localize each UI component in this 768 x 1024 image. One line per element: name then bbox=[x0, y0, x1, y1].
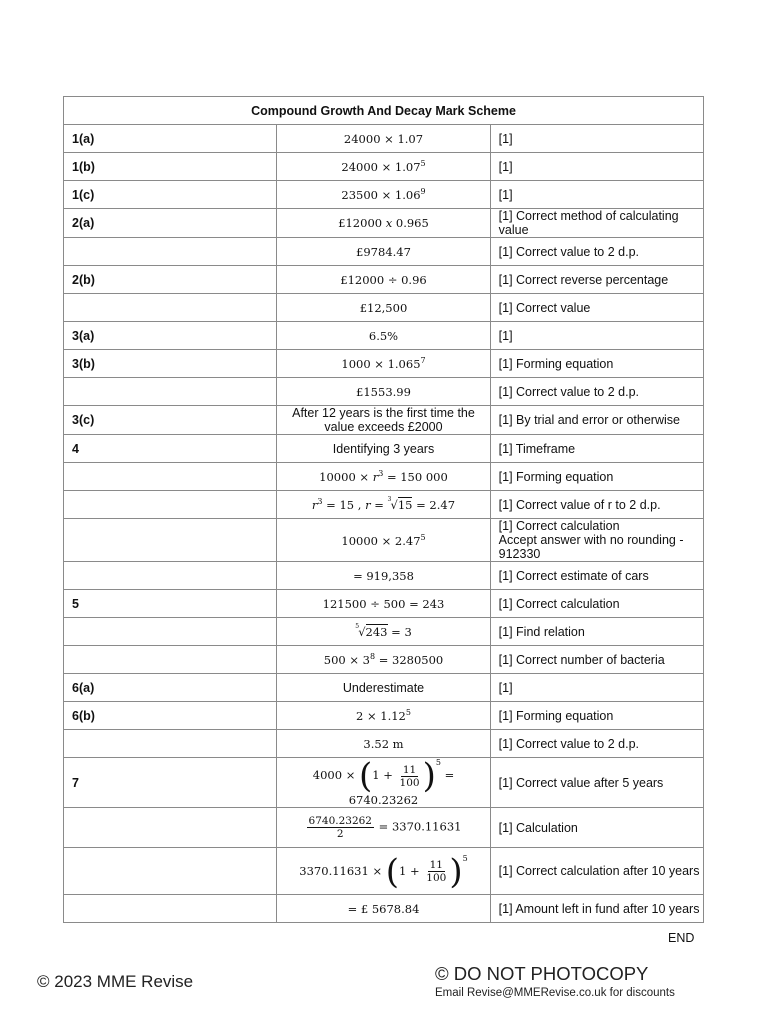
mark-cell: [1] bbox=[490, 674, 703, 702]
table-row bbox=[64, 519, 704, 562]
mark-cell: [1] Forming equation bbox=[490, 702, 703, 730]
mark-cell: [1] Correct reverse percentage bbox=[490, 266, 703, 294]
working-cell: = £ 5678.84 bbox=[277, 895, 490, 923]
question-number bbox=[64, 646, 277, 674]
mark-cell: [1] Correct value of r to 2 d.p. bbox=[490, 491, 703, 519]
mark-cell: [1] Correct value to 2 d.p. bbox=[490, 730, 703, 758]
working-cell: 121500 ÷ 500 = 243 bbox=[277, 590, 490, 618]
table-row bbox=[64, 350, 704, 378]
discount-email-notice: Email Revise@MMERevise.co.uk for discounts bbox=[435, 987, 675, 999]
table-row bbox=[64, 406, 704, 435]
working-cell: 5 √243 = 3 bbox=[277, 618, 490, 646]
working-cell: £1553.99 bbox=[277, 378, 490, 406]
question-number: 1(a) bbox=[64, 125, 277, 153]
working-cell: After 12 years is the first time the value exceeds £2000 bbox=[277, 406, 490, 435]
question-number: 5 bbox=[64, 590, 277, 618]
mark-cell: [1] Correct value to 2 d.p. bbox=[490, 378, 703, 406]
mark-cell bbox=[490, 519, 703, 562]
mark-cell: [1] Correct method of calculating value bbox=[490, 209, 703, 238]
working-cell: £12000 x 0.965 bbox=[277, 209, 490, 238]
question-number: 2(a) bbox=[64, 209, 277, 238]
mark-cell: [1] bbox=[490, 153, 703, 181]
working-cell: $10000 \times r^3 = 150$ 000 bbox=[277, 463, 490, 491]
question-number bbox=[64, 294, 277, 322]
table-title: Compound Growth And Decay Mark Scheme bbox=[64, 97, 704, 125]
question-number: 7 bbox=[64, 758, 277, 808]
working-cell: Identifying 3 years bbox=[277, 435, 490, 463]
mark-cell: [1] By trial and error or otherwise bbox=[490, 406, 703, 435]
table-row bbox=[64, 181, 704, 209]
mark-cell: [1] Amount left in fund after 10 years bbox=[490, 895, 703, 923]
working-cell: = 919,358 bbox=[277, 562, 490, 590]
mark-cell: [1] Correct estimate of cars bbox=[490, 562, 703, 590]
working-cell: $10000 \times 2.47^5$ bbox=[277, 519, 490, 562]
table-row bbox=[64, 674, 704, 702]
table-row bbox=[64, 758, 704, 808]
table-row bbox=[64, 153, 704, 181]
table-row bbox=[64, 209, 704, 238]
table-row bbox=[64, 730, 704, 758]
question-number bbox=[64, 848, 277, 895]
question-number: 2(b) bbox=[64, 266, 277, 294]
table-title-row bbox=[64, 97, 704, 125]
working-cell: $24000 \times 1.07^5$ bbox=[277, 153, 490, 181]
working-cell: $500 \times 3^8 = 3280500$ bbox=[277, 646, 490, 674]
question-number: 6(b) bbox=[64, 702, 277, 730]
question-number: 3(b) bbox=[64, 350, 277, 378]
table-row bbox=[64, 702, 704, 730]
working-cell: $2 \times 1.12^5$ bbox=[277, 702, 490, 730]
working-cell: 3370.11631 × (1 + $\frac{11}{100}$ )$^5$ bbox=[277, 848, 490, 895]
question-number: 4 bbox=[64, 435, 277, 463]
question-number: 1(c) bbox=[64, 181, 277, 209]
question-number bbox=[64, 730, 277, 758]
table-row bbox=[64, 435, 704, 463]
mark-cell: [1] Correct number of bacteria bbox=[490, 646, 703, 674]
table-row bbox=[64, 590, 704, 618]
mark-cell: [1] bbox=[490, 322, 703, 350]
table-row bbox=[64, 808, 704, 848]
fraction: $\frac{11}{100}$ bbox=[399, 763, 420, 789]
mark-cell: [1] Correct value after 5 years bbox=[490, 758, 703, 808]
mark-cell: [1] Forming equation bbox=[490, 463, 703, 491]
question-number bbox=[64, 562, 277, 590]
mark-note: Accept answer with no rounding - 912330 bbox=[498, 533, 684, 561]
question-number bbox=[64, 618, 277, 646]
mark-cell: [1] Correct calculation bbox=[490, 590, 703, 618]
table-row bbox=[64, 294, 704, 322]
mark-scheme-table bbox=[63, 96, 704, 923]
working-cell: $\frac{6740.23262}{2}$ = 3370.11631 bbox=[277, 808, 490, 848]
question-number bbox=[64, 895, 277, 923]
table-row bbox=[64, 378, 704, 406]
fraction: $\frac{11}{100}$ bbox=[426, 859, 447, 884]
question-number: 6(a) bbox=[64, 674, 277, 702]
table-row bbox=[64, 125, 704, 153]
working-cell: £12,500 bbox=[277, 294, 490, 322]
table-row bbox=[64, 266, 704, 294]
working-cell: £9784.47 bbox=[277, 238, 490, 266]
mark-cell: [1] bbox=[490, 181, 703, 209]
copyright-notice: © 2023 MME Revise bbox=[37, 972, 194, 991]
question-number bbox=[64, 238, 277, 266]
table-row bbox=[64, 618, 704, 646]
working-cell: $23500 \times 1.06^9$ bbox=[277, 181, 490, 209]
working-cell: 3.52 m bbox=[277, 730, 490, 758]
mark-cell: [1] bbox=[490, 125, 703, 153]
working-cell: $1000 \times 1.065^7$ bbox=[277, 350, 490, 378]
table-row bbox=[64, 895, 704, 923]
question-number bbox=[64, 491, 277, 519]
working-cell: 24000 × 1.07 bbox=[277, 125, 490, 153]
working-cell: Underestimate bbox=[277, 674, 490, 702]
mark-cell: [1] Correct value to 2 d.p. bbox=[490, 238, 703, 266]
mark-cell: [1] Find relation bbox=[490, 618, 703, 646]
question-number: 3(c) bbox=[64, 406, 277, 435]
question-number: 3(a) bbox=[64, 322, 277, 350]
nth-root: 5 √243 bbox=[355, 622, 388, 639]
do-not-photocopy-notice: © DO NOT PHOTOCOPY bbox=[435, 963, 649, 984]
nth-root: 3 √15 bbox=[387, 496, 413, 512]
working-cell: 4000 × (1 + $\frac{11}{100}$ )$^5$ = 6740.23262 bbox=[277, 758, 490, 808]
question-number bbox=[64, 519, 277, 562]
working-cell: $r^3 = 15$ , r = 3 √15 = 2.47 bbox=[277, 491, 490, 519]
working-cell: £12000 ÷ 0.96 bbox=[277, 266, 490, 294]
table-row bbox=[64, 562, 704, 590]
mark-cell: [1] Correct value bbox=[490, 294, 703, 322]
table-row bbox=[64, 491, 704, 519]
table-row bbox=[64, 463, 704, 491]
question-number bbox=[64, 463, 277, 491]
table-row bbox=[64, 848, 704, 895]
table-row bbox=[64, 322, 704, 350]
table-row bbox=[64, 646, 704, 674]
question-number: 1(b) bbox=[64, 153, 277, 181]
mark-cell: [1] Forming equation bbox=[490, 350, 703, 378]
mark-cell: [1] Calculation bbox=[490, 808, 703, 848]
mark-cell: [1] Timeframe bbox=[490, 435, 703, 463]
working-cell: 6.5% bbox=[277, 322, 490, 350]
end-marker: END bbox=[668, 931, 695, 945]
mark-line: [1] Correct calculation bbox=[498, 519, 620, 533]
mark-cell: [1] Correct calculation after 10 years bbox=[490, 848, 703, 895]
fraction: $\frac{6740.23262}{2}$ bbox=[308, 815, 372, 840]
question-number bbox=[64, 808, 277, 848]
question-number bbox=[64, 378, 277, 406]
table-row bbox=[64, 238, 704, 266]
